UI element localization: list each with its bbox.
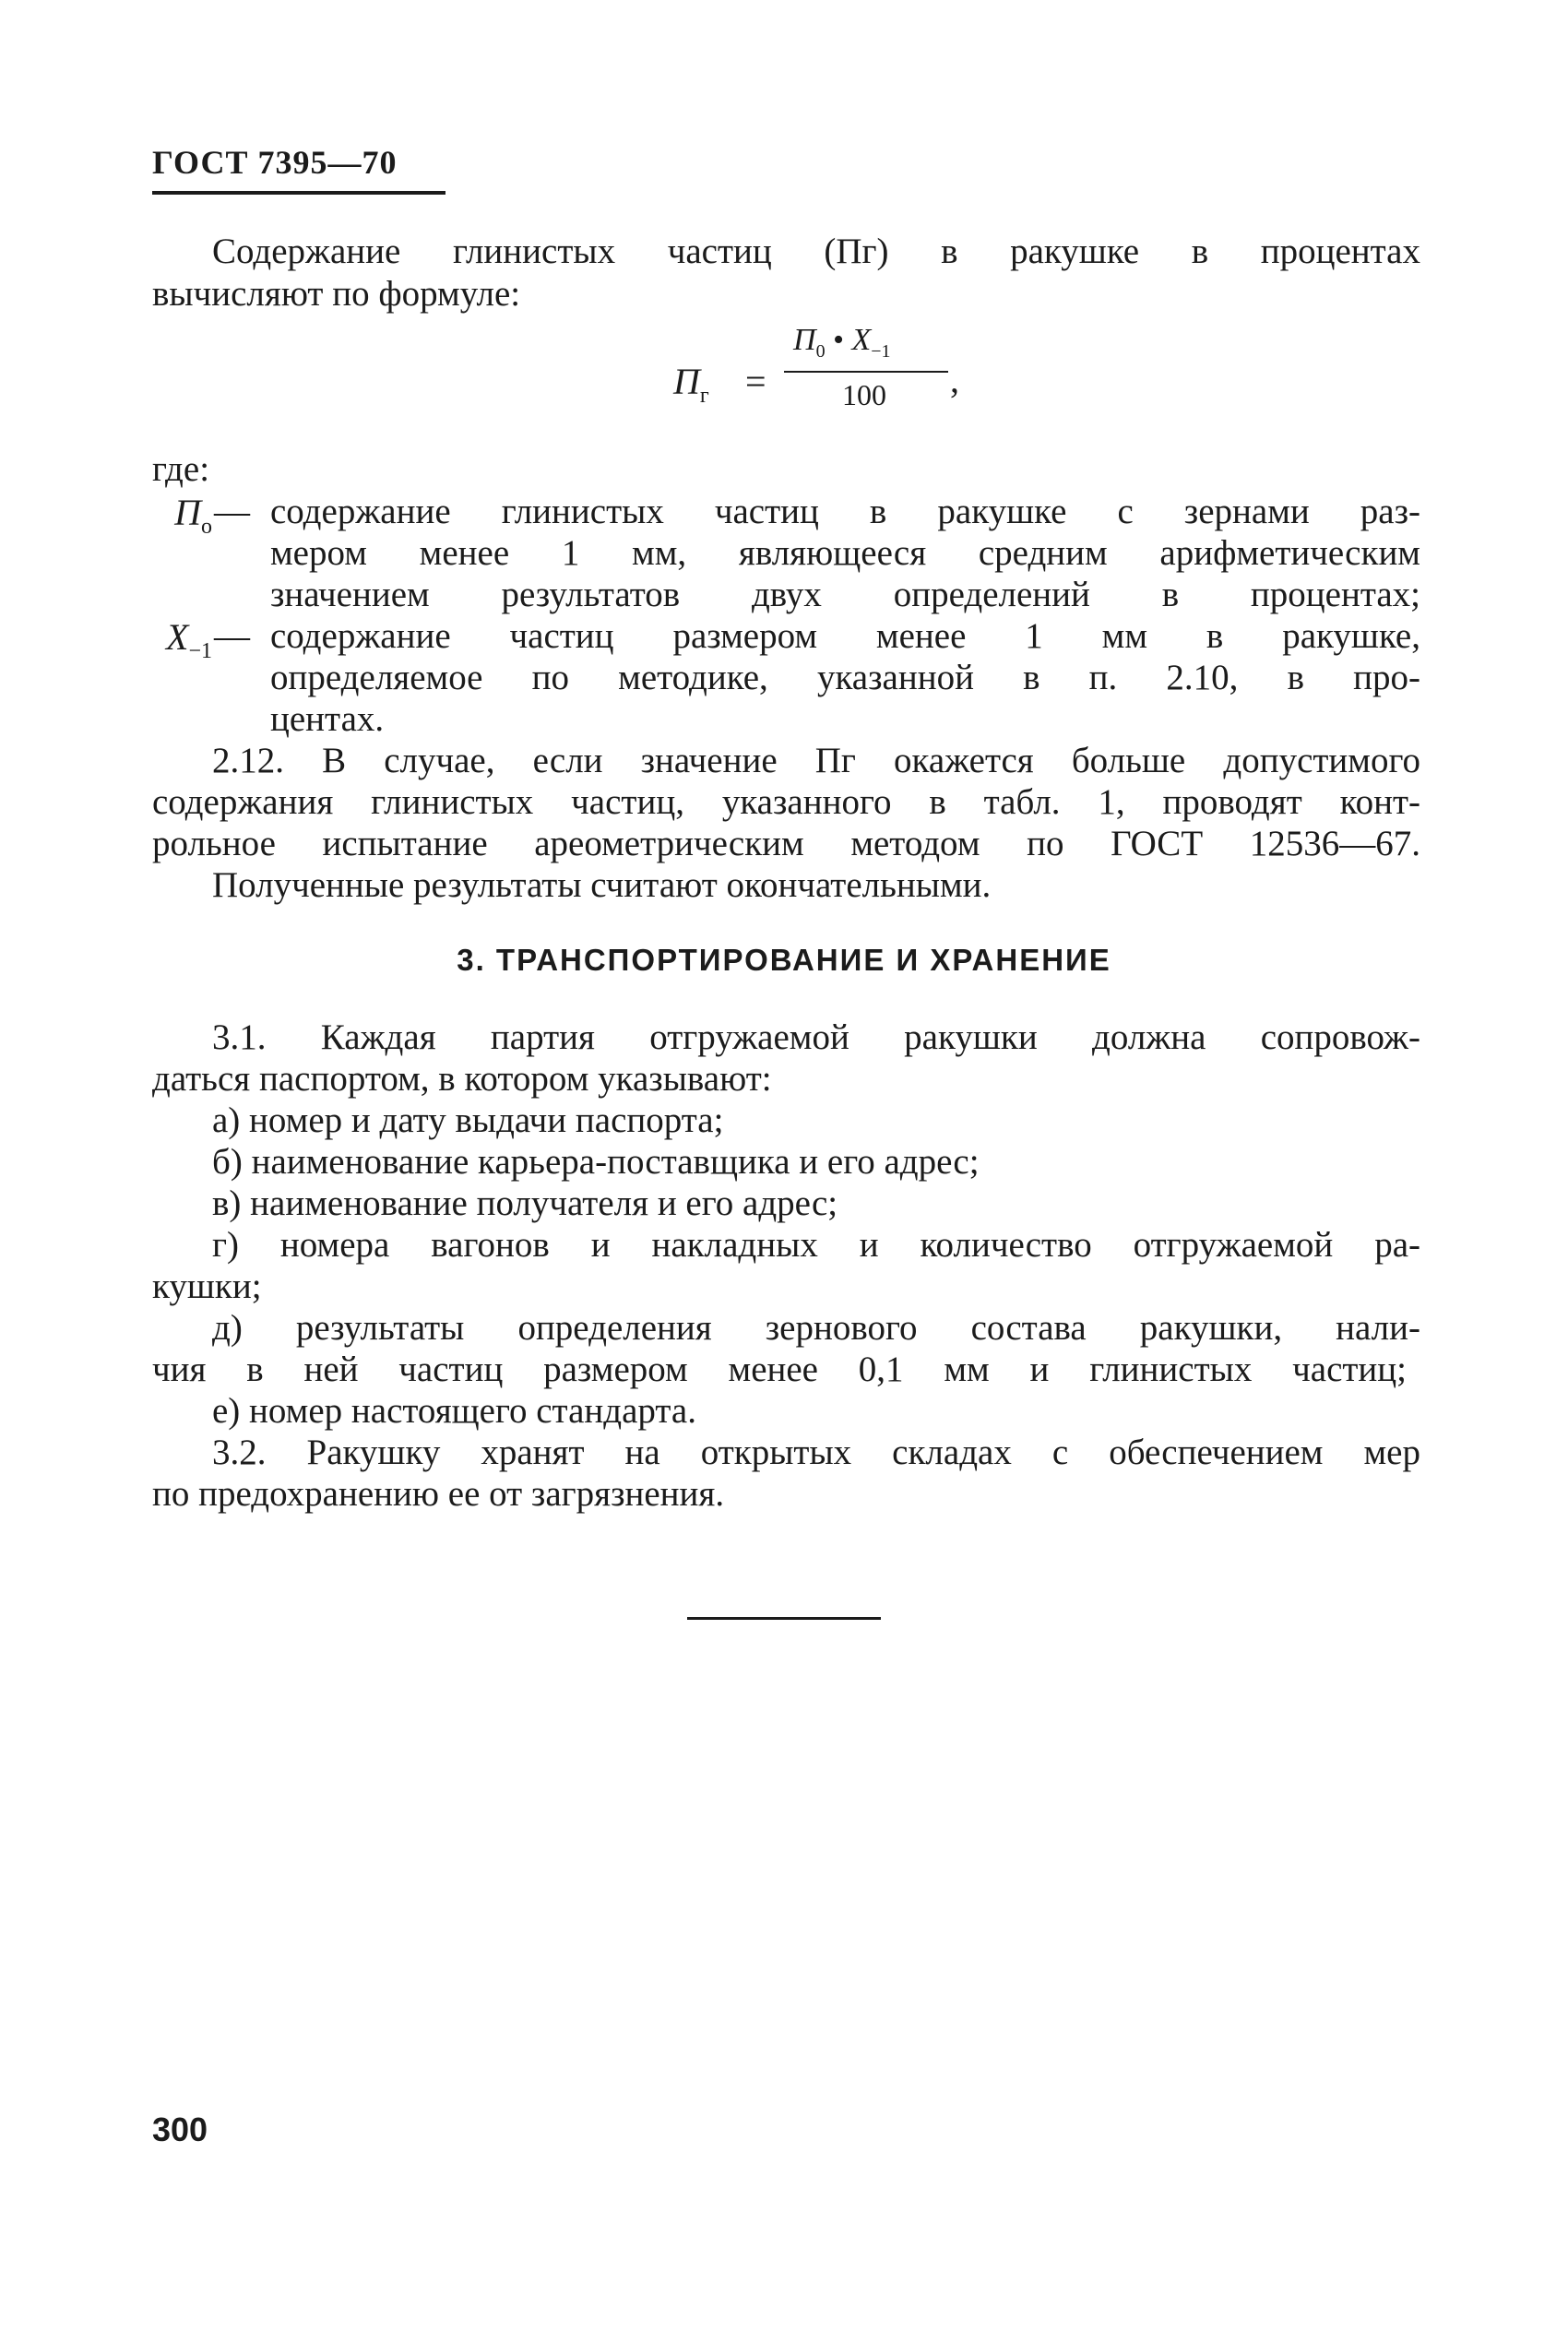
standard-designation: ГОСТ 7395—70 xyxy=(152,144,398,181)
definition-symbol-p0-base: П xyxy=(174,492,201,533)
definition-symbol-x1-base: X xyxy=(166,616,189,658)
para-3-2-line-2: по предохранению ее от загрязнения. xyxy=(152,1474,725,1514)
definition-x1-line-1: содержание частиц размером менее 1 мм в ракушке, xyxy=(270,616,1420,656)
formula-denominator: 100 xyxy=(842,378,886,411)
section-3-title: 3. ТРАНСПОРТИРОВАНИЕ И ХРАНЕНИЕ xyxy=(457,943,1111,977)
formula-lhs-symbol: П xyxy=(673,361,700,402)
definition-p0-line-2: мером менее 1 мм, являющееся средним арифметическим xyxy=(270,533,1420,573)
para-2-12-line-2: содержания глинистых частиц, указанного в табл. 1, проводят конт- xyxy=(152,782,1420,822)
formula-num-var-subscript: −1 xyxy=(871,340,891,362)
definition-x1-line-3: центах. xyxy=(270,699,385,739)
list-item-b: б) наименование карьера-поставщика и его адрес; xyxy=(212,1142,980,1182)
para-2-12-line-3: рольное испытание ареометрическим методом по ГОСТ 12536—67. xyxy=(152,824,1420,863)
standard-header xyxy=(152,143,445,195)
para-3-2-line-1: 3.2. Ракушку хранят на открытых складах с обеспечением мер xyxy=(212,1433,1420,1472)
formula-num-times: • xyxy=(825,323,852,357)
definition-dash-x1: — xyxy=(214,616,250,656)
formula-num-subscript: 0 xyxy=(815,340,826,362)
formula-equals: = xyxy=(745,361,766,402)
end-of-text-rule xyxy=(687,1617,881,1620)
list-item-g-line-1: г) номера вагонов и накладных и количество отгружаемой ра- xyxy=(212,1225,1420,1265)
formula-lhs-subscript: г xyxy=(699,384,709,408)
para-3-1-line-2: даться паспортом, в котором указывают: xyxy=(152,1059,772,1099)
formula-comma: , xyxy=(950,359,959,400)
intro-line-1: Содержание глинистых частиц (Пг) в ракушке в процентах xyxy=(212,232,1420,271)
header-underline xyxy=(152,191,445,195)
formula-num-symbol: П xyxy=(793,323,816,357)
where-label: где: xyxy=(152,449,210,489)
definition-symbol-p0-subscript: о xyxy=(201,515,212,539)
para-3-1-line-1: 3.1. Каждая партия отгружаемой ракушки должна сопровож- xyxy=(212,1017,1420,1057)
list-item-a: а) номер и дату выдачи паспорта; xyxy=(212,1100,724,1140)
definition-dash-p0: — xyxy=(214,492,250,531)
para-2-12-line-1: 2.12. В случае, если значение Пг окажется больше допустимого xyxy=(212,741,1420,780)
formula-fraction-bar xyxy=(784,371,948,373)
definition-symbol-p0 xyxy=(101,491,212,540)
formula xyxy=(673,323,987,434)
definition-p0-line-3: значением результатов двух определений в процентах; xyxy=(270,575,1420,614)
formula-numerator xyxy=(793,323,891,363)
page-number: 300 xyxy=(152,2111,208,2148)
list-item-g-line-2: кушки; xyxy=(152,1267,262,1306)
list-item-d-line-2: чия в ней частиц размером менее 0,1 мм и глинистых частиц; xyxy=(152,1350,1407,1389)
intro-line-2: вычисляют по формуле: xyxy=(152,274,521,314)
list-item-v: в) наименование получателя и его адрес; xyxy=(212,1183,838,1223)
definition-x1-line-2: определяемое по методике, указанной в п. 2.10, в про- xyxy=(270,658,1420,697)
para-2-12-line-4: Полученные результаты считают окончательными. xyxy=(212,865,992,905)
formula-lhs xyxy=(673,360,709,409)
definition-symbol-x1-subscript: −1 xyxy=(188,639,212,663)
formula-num-var: X xyxy=(851,323,872,357)
definition-symbol-x1 xyxy=(101,615,212,664)
list-item-d-line-1: д) результаты определения зернового состава ракушки, нали- xyxy=(212,1308,1420,1348)
definition-p0-line-1: содержание глинистых частиц в ракушке с зернами раз- xyxy=(270,492,1420,531)
list-item-e: е) номер настоящего стандарта. xyxy=(212,1391,696,1431)
